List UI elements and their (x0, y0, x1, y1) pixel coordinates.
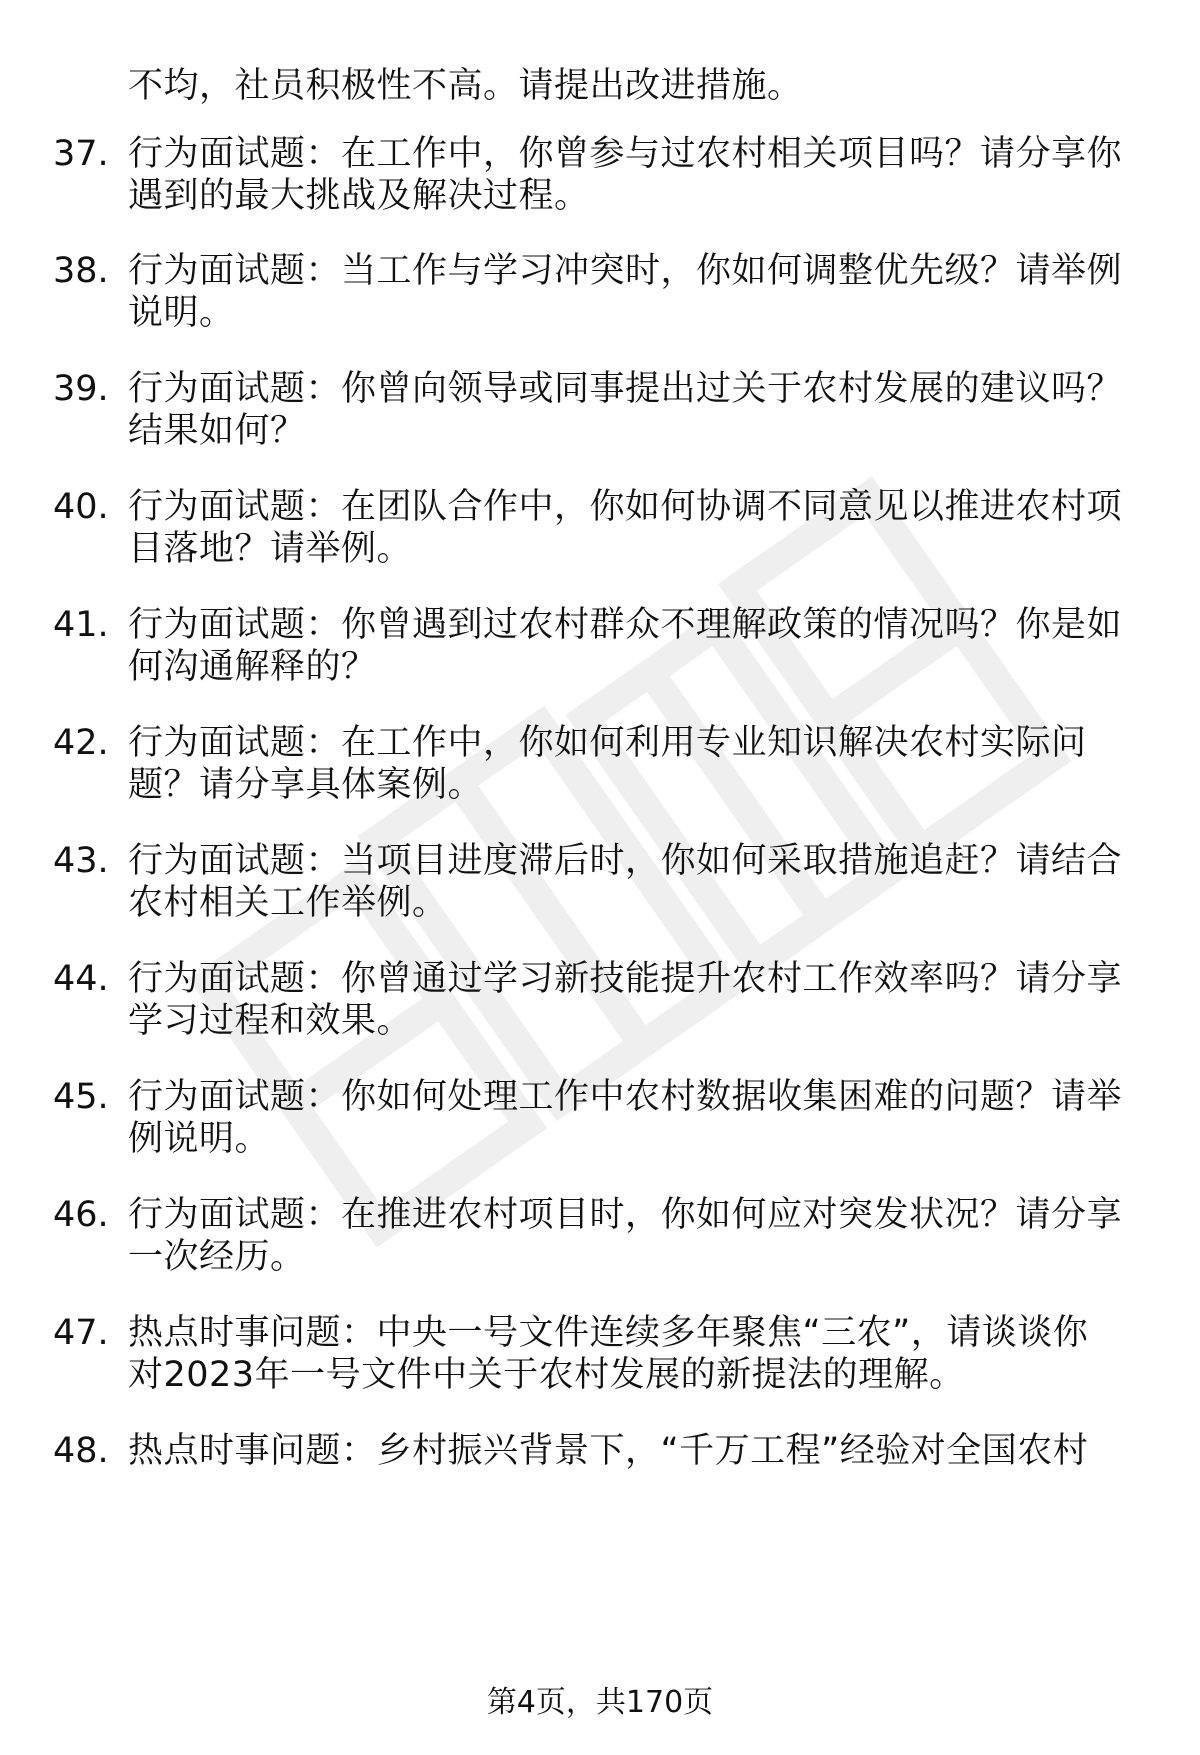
question-text-line2: 结果如何？ (128, 411, 306, 451)
question-number: 48. (53, 1431, 109, 1471)
question-text-line1: 行为面试题：在团队合作中，你如何协调不同意见以推进农村项 (128, 487, 1123, 527)
page-number-footer: 第4页，共170页 (486, 1685, 714, 1720)
question-text-line1: 行为面试题：在工作中，你如何利用专业知识解决农村实际问 (128, 723, 1087, 763)
question-number: 38. (53, 251, 109, 291)
question-number: 44. (53, 959, 109, 999)
question-number: 40. (53, 487, 109, 527)
question-number: 43. (53, 841, 109, 881)
question-text-line1: 行为面试题：你曾通过学习新技能提升农村工作效率吗？请分享 (128, 959, 1123, 999)
question-text-line2: 农村相关工作举例。 (128, 883, 448, 923)
question-text-line2: 对2023年一号文件中关于农村发展的新提法的理解。 (128, 1355, 965, 1395)
question-text-line1: 行为面试题：当项目进度滞后时，你如何采取措施追赶？请结合 (128, 841, 1123, 881)
question-text-line2: 题？请分享具体案例。 (128, 765, 484, 805)
question-text-line1: 热点时事问题：中央一号文件连续多年聚焦“三农”，请谈谈你 (128, 1313, 1089, 1353)
question-number: 47. (53, 1313, 109, 1353)
question-text-line1: 热点时事问题：乡村振兴背景下，“千万工程”经验对全国农村 (128, 1431, 1089, 1471)
question-text-line2: 何沟通解释的？ (128, 647, 377, 687)
question-text-line2: 一次经历。 (128, 1237, 306, 1277)
question-number: 37. (53, 134, 109, 174)
question-text-line1: 行为面试题：在推进农村项目时，你如何应对突发状况？请分享 (128, 1195, 1123, 1235)
question-number: 42. (53, 723, 109, 763)
question-text-line1: 行为面试题：你曾向领导或同事提出过关于农村发展的建议吗？ (128, 369, 1123, 409)
question-text-line1: 行为面试题：当工作与学习冲突时，你如何调整优先级？请举例 (128, 251, 1123, 291)
question-number: 45. (53, 1077, 109, 1117)
question-text-line2: 说明。 (128, 293, 235, 333)
question-text-line1: 行为面试题：你如何处理工作中农村数据收集困难的问题？请举 (128, 1077, 1123, 1117)
question-text-line1: 行为面试题：在工作中，你曾参与过农村相关项目吗？请分享你 (128, 134, 1123, 174)
question-number: 41. (53, 605, 109, 645)
question-text-line2: 遇到的最大挑战及解决过程。 (128, 176, 590, 216)
question-text-line2: 目落地？请举例。 (128, 529, 413, 569)
question-text-line2: 学习过程和效果。 (128, 1001, 413, 1041)
question-number: 39. (53, 369, 109, 409)
question-text-line2: 例说明。 (128, 1119, 271, 1159)
question-text-line1: 行为面试题：你曾遇到过农村群众不理解政策的情况吗？你是如 (128, 605, 1123, 645)
question-number: 46. (53, 1195, 109, 1235)
continuation-text: 不均，社员积极性不高。请提出改进措施。 (128, 66, 803, 106)
